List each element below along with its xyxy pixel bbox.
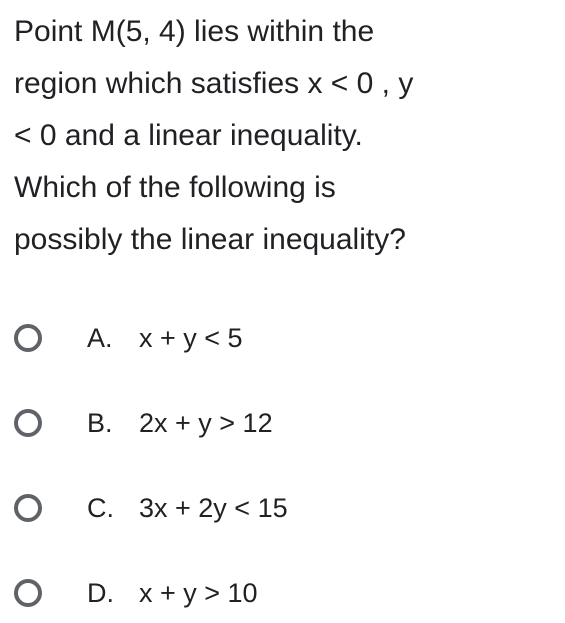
option-letter: C. [87, 492, 114, 523]
option-letter: D. [87, 577, 114, 608]
option-letter: A. [87, 322, 113, 353]
question-text [14, 6, 434, 266]
radio-button-b[interactable] [14, 409, 42, 437]
question-line: region which satisfies x < 0 , y [14, 67, 414, 100]
option-d[interactable] [14, 571, 258, 615]
option-label: 3x + 2y < 15 [139, 492, 288, 523]
radio-button-a[interactable] [14, 324, 42, 352]
option-a[interactable] [14, 316, 243, 360]
radio-button-c[interactable] [14, 494, 42, 522]
option-letter: B. [87, 407, 113, 438]
option-label: x + y > 10 [139, 577, 258, 608]
question-line: possibly the linear inequality? [14, 223, 406, 256]
radio-button-d[interactable] [14, 579, 42, 607]
option-label: 2x + y > 12 [139, 407, 273, 438]
option-label: x + y < 5 [139, 322, 243, 353]
option-b[interactable] [14, 401, 273, 445]
question-line: < 0 and a linear inequality. [14, 119, 363, 152]
option-c[interactable] [14, 486, 288, 530]
question-line: Point M(5, 4) lies within the [14, 15, 375, 48]
question-line: Which of the following is [14, 171, 336, 204]
